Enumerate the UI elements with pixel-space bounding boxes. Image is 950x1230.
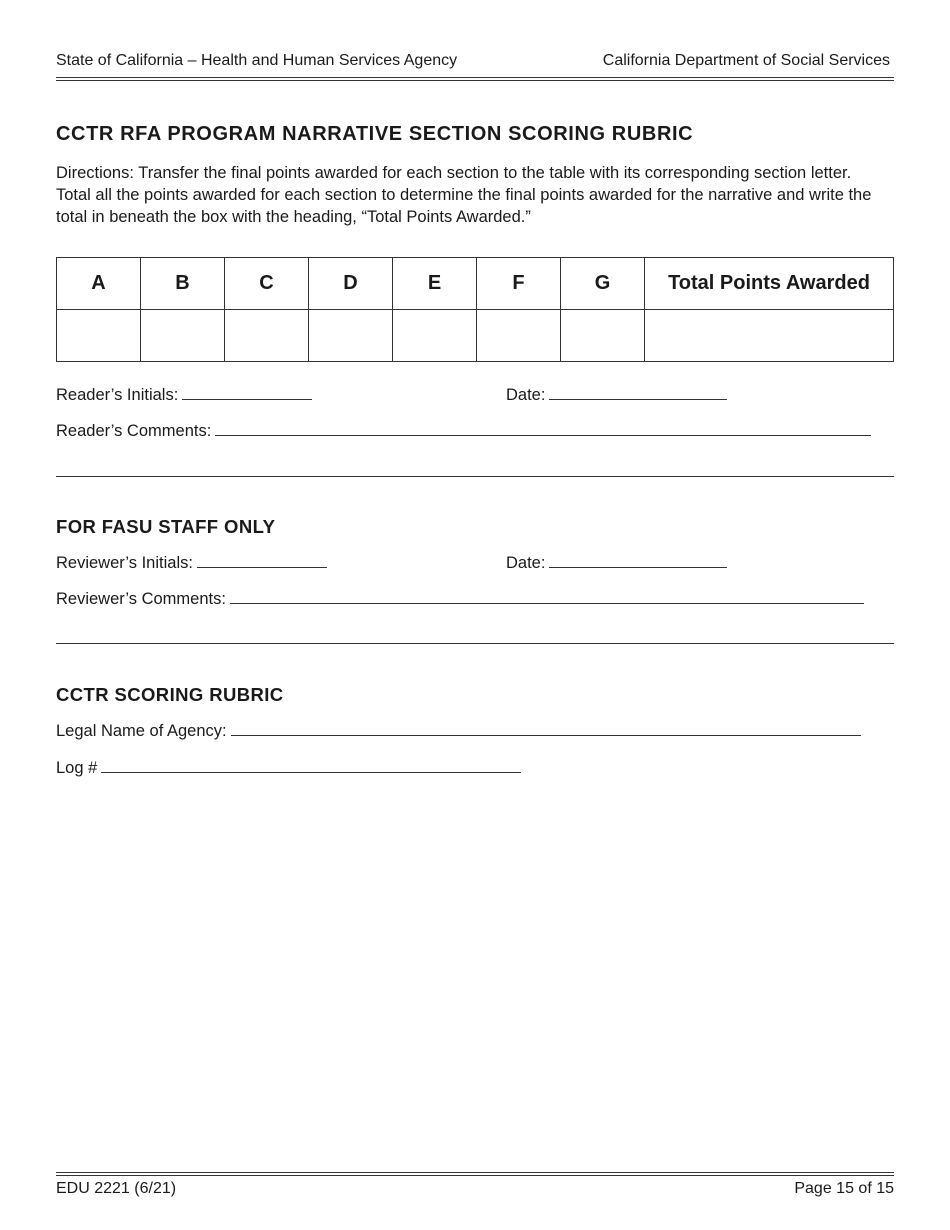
log-number-field xyxy=(56,759,521,778)
score-cell-total[interactable] xyxy=(645,310,894,362)
directions-text: Directions: Transfer the final points awarded for each section to the table with its corresponding section letter. Total all the points awarded for each section to determine the final points awarded for the narrative and write the total in beneath the box with the heading, “Total Points Awarded.” xyxy=(56,164,872,226)
reader-date-field xyxy=(506,386,727,405)
reviewer-initials-line[interactable] xyxy=(197,555,327,568)
column-header-b: B xyxy=(141,258,225,310)
column-header-g: G xyxy=(561,258,645,310)
reviewer-date-label: Date: xyxy=(506,554,546,572)
reader-comments-field xyxy=(56,422,871,441)
form-number: EDU 2221 (6/21) xyxy=(56,1180,177,1197)
score-cell-g[interactable] xyxy=(561,310,645,362)
score-cell-b[interactable] xyxy=(141,310,225,362)
score-table-header-row xyxy=(57,258,894,310)
header-rule-bottom xyxy=(56,80,894,81)
page-title: CCTR RFA PROGRAM NARRATIVE SECTION SCORING RUBRIC xyxy=(56,123,694,145)
reader-initials-label: Reader’s Initials: xyxy=(56,386,179,404)
score-cell-f[interactable] xyxy=(477,310,561,362)
footer-rule-bottom xyxy=(56,1175,894,1176)
reader-comments-line[interactable] xyxy=(215,423,871,436)
column-header-total: Total Points Awarded xyxy=(645,258,894,310)
reviewer-initials-field xyxy=(56,554,327,573)
column-header-f: F xyxy=(477,258,561,310)
column-header-c: C xyxy=(225,258,309,310)
reviewer-comments-label: Reviewer’s Comments: xyxy=(56,590,226,608)
score-cell-e[interactable] xyxy=(393,310,477,362)
agency-name-line[interactable] xyxy=(231,723,861,736)
log-number-line[interactable] xyxy=(101,760,521,773)
agency-name-label: Legal Name of Agency: xyxy=(56,722,227,740)
reviewer-comments-line-2[interactable] xyxy=(56,643,894,644)
header-rule-top xyxy=(56,77,894,78)
reader-initials-field xyxy=(56,386,312,405)
reader-date-label: Date: xyxy=(506,386,546,404)
reviewer-date-line[interactable] xyxy=(549,555,727,568)
log-number-label: Log # xyxy=(56,759,98,777)
reviewer-comments-line[interactable] xyxy=(230,591,864,604)
footer-rule-top xyxy=(56,1172,894,1173)
score-table xyxy=(56,257,894,362)
reader-comments-label: Reader’s Comments: xyxy=(56,422,212,440)
reader-date-line[interactable] xyxy=(549,387,727,400)
reviewer-initials-label: Reviewer’s Initials: xyxy=(56,554,193,572)
score-cell-d[interactable] xyxy=(309,310,393,362)
column-header-a: A xyxy=(57,258,141,310)
score-table-entry-row xyxy=(57,310,894,362)
agency-name-field xyxy=(56,722,861,741)
score-cell-a[interactable] xyxy=(57,310,141,362)
reviewer-comments-field xyxy=(56,590,864,609)
cctr-heading: CCTR SCORING RUBRIC xyxy=(56,684,284,705)
page-number: Page 15 of 15 xyxy=(794,1180,894,1197)
column-header-e: E xyxy=(393,258,477,310)
score-cell-c[interactable] xyxy=(225,310,309,362)
reader-comments-line-2[interactable] xyxy=(56,476,894,477)
header-department: California Department of Social Services xyxy=(602,52,890,69)
reader-initials-line[interactable] xyxy=(182,387,312,400)
column-header-d: D xyxy=(309,258,393,310)
fasu-heading: FOR FASU STAFF ONLY xyxy=(56,516,276,537)
header-agency: State of California – Health and Human Services Agency xyxy=(56,52,458,69)
reviewer-date-field xyxy=(506,554,727,573)
